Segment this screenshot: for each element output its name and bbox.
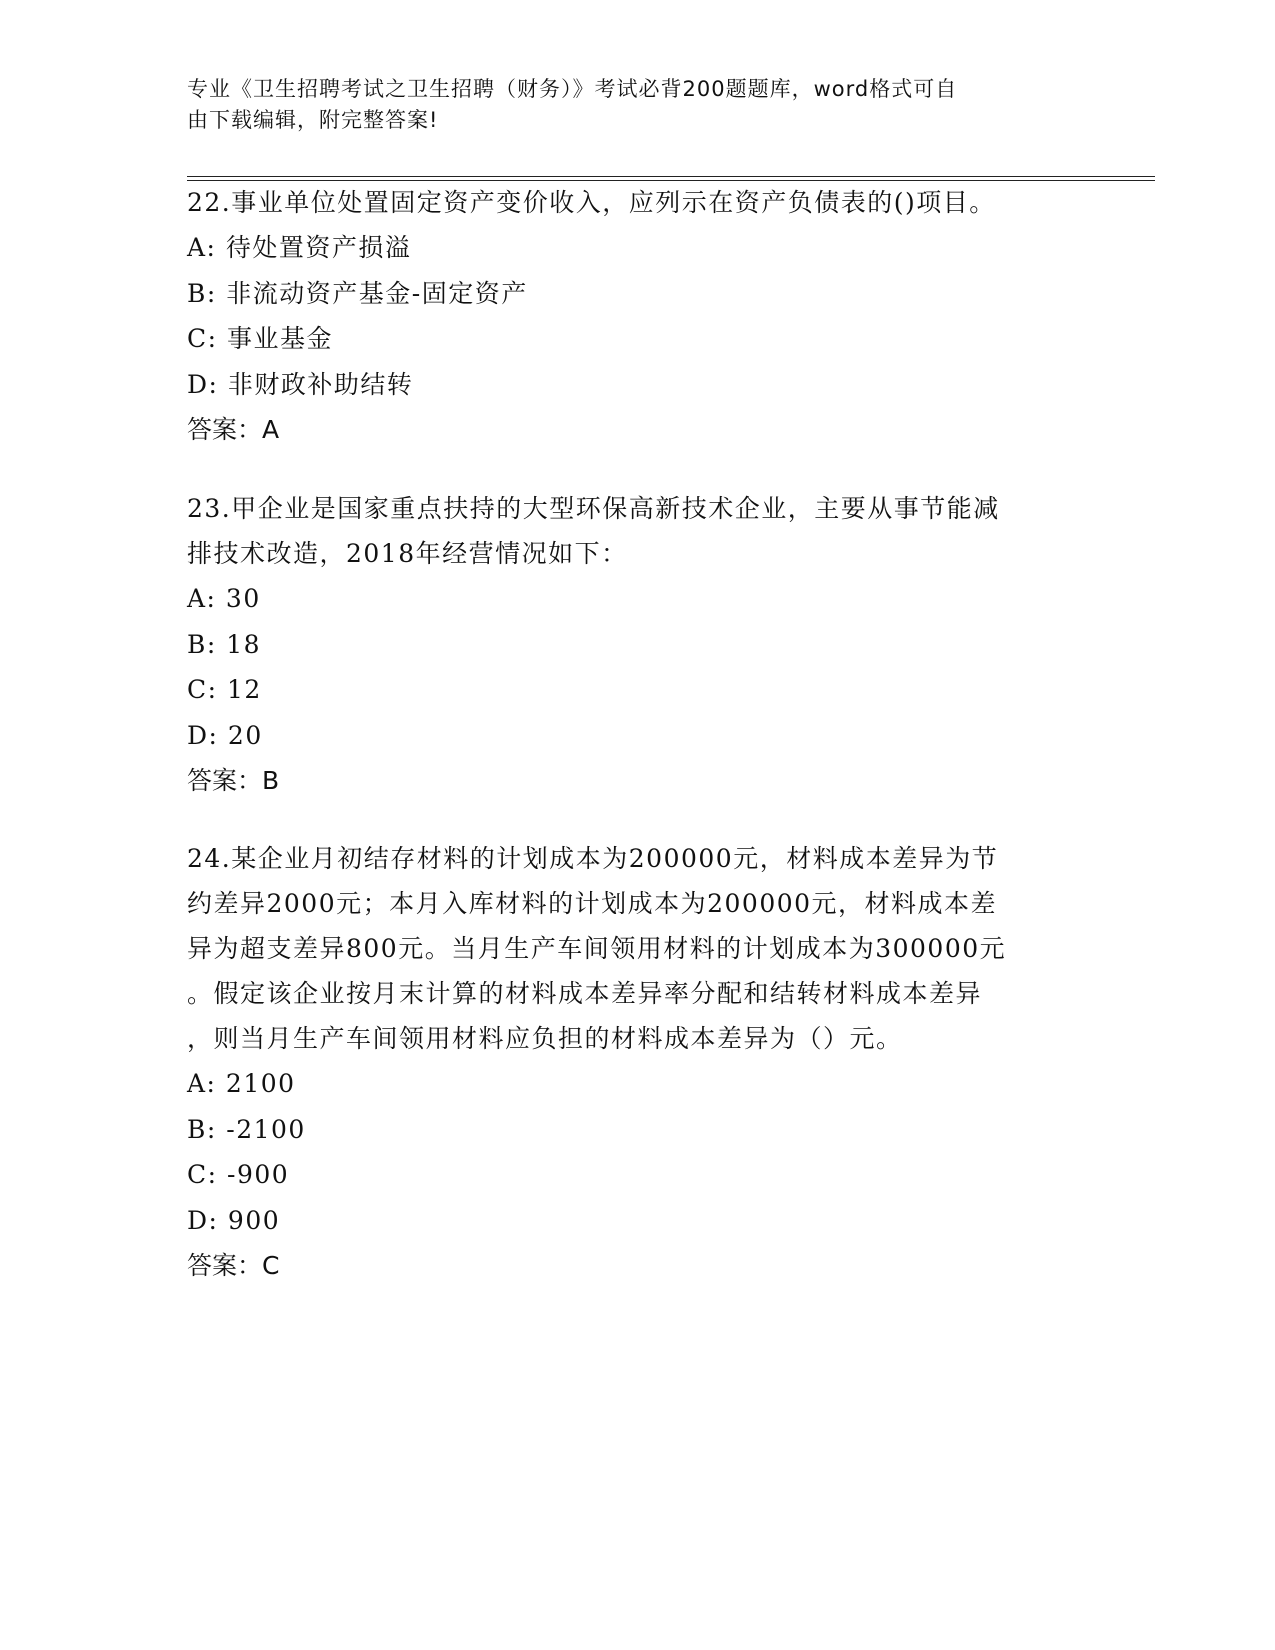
option-a: A: 待处置资产损溢 [187,233,412,262]
option-c: C: 12 [187,675,262,704]
question-23 [187,486,1087,803]
header-line-2: 由下载编辑，附完整答案! [187,108,439,132]
option-d: D: 900 [187,1205,281,1235]
option-b: B: -2100 [187,1114,306,1144]
question-stem-line-5: ，则当月生产车间领用材料应负担的材料成本差异为（）元。 [187,1024,903,1053]
option-a: A: 2100 [187,1069,296,1098]
option-d: D: 非财政补助结转 [187,369,414,399]
option-b: B: 非流动资产基金-固定资产 [187,278,528,308]
question-stem-line-2: 排技术改造，2018年经营情况如下： [187,539,628,568]
header-line-1: 专业《卫生招聘考试之卫生招聘（财务）》考试必背200题题库，word格式可自 [187,77,958,101]
question-stem: 22.事业单位处置固定资产变价收入，应列示在资产负债表的()项目。 [187,188,996,217]
answer-label: 答案：A [187,415,280,444]
document-header [187,74,1067,136]
question-stem-line-4: 。假定该企业按月末计算的材料成本差异率分配和结转材料成本差异 [187,979,983,1008]
question-stem-line-1: 23.甲企业是国家重点扶持的大型环保高新技术企业，主要从事节能减 [187,494,1000,523]
question-stem-line-2: 约差异2000元；本月入库材料的计划成本为200000元，材料成本差 [187,889,998,918]
question-stem-line-3: 异为超支差异800元。当月生产车间领用材料的计划成本为300000元 [187,934,1007,963]
question-22 [187,180,1087,452]
option-d: D: 20 [187,720,263,750]
option-c: C: 事业基金 [187,324,333,353]
answer-label: 答案：B [187,766,280,795]
option-b: B: 18 [187,629,262,659]
question-24 [187,836,1087,1288]
option-a: A: 30 [187,584,261,613]
option-c: C: -900 [187,1160,290,1189]
question-stem-line-1: 24.某企业月初结存材料的计划成本为200000元，材料成本差异为节 [187,844,999,873]
answer-label: 答案：C [187,1251,280,1280]
